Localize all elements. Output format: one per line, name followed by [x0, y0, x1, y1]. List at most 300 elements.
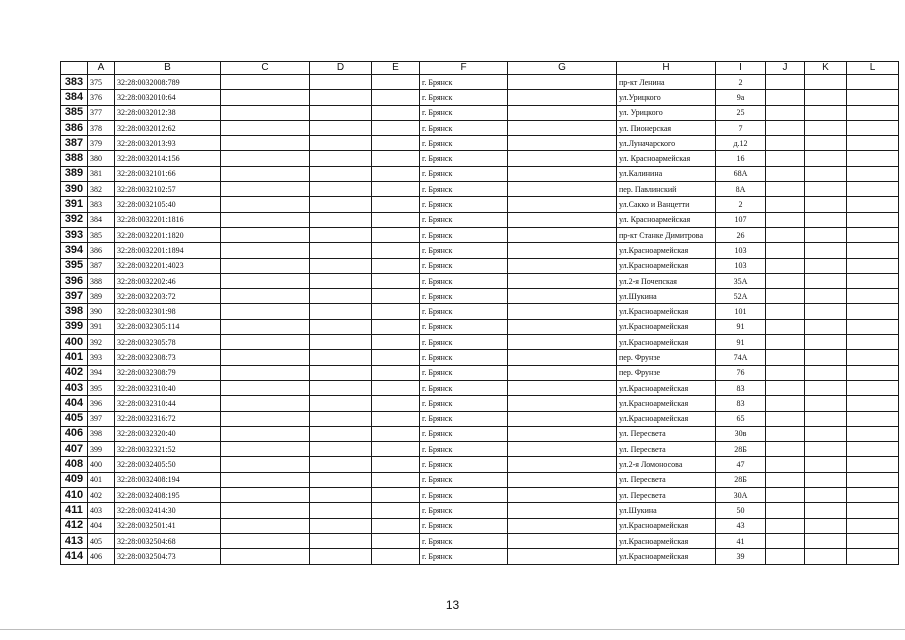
row-number[interactable]: 402 [61, 365, 88, 380]
cell-street[interactable]: ул.Красноармейская [617, 549, 716, 564]
cell-l[interactable] [847, 380, 899, 395]
cell-c[interactable] [221, 518, 310, 533]
cell-k[interactable] [805, 411, 847, 426]
row-number[interactable]: 405 [61, 411, 88, 426]
cell-g[interactable] [508, 426, 617, 441]
cell-a[interactable]: 393 [88, 350, 115, 365]
cell-a[interactable]: 389 [88, 289, 115, 304]
cell-city[interactable]: г. Брянск [420, 335, 508, 350]
cell-a[interactable]: 395 [88, 380, 115, 395]
cell-l[interactable] [847, 518, 899, 533]
cell-street[interactable]: ул. Урицкого [617, 105, 716, 120]
cell-cadastral-number[interactable]: 32:28:0032320:40 [115, 426, 221, 441]
cell-j[interactable] [766, 182, 805, 197]
cell-c[interactable] [221, 136, 310, 151]
cell-a[interactable]: 402 [88, 488, 115, 503]
cell-j[interactable] [766, 472, 805, 487]
cell-street[interactable]: ул. Красноармейская [617, 151, 716, 166]
cell-e[interactable] [372, 380, 420, 395]
cell-e[interactable] [372, 518, 420, 533]
cell-d[interactable] [310, 457, 372, 472]
row-number[interactable]: 394 [61, 243, 88, 258]
cell-street[interactable]: ул. Пионерская [617, 120, 716, 135]
cell-city[interactable]: г. Брянск [420, 273, 508, 288]
cell-house-number[interactable]: 16 [716, 151, 766, 166]
cell-cadastral-number[interactable]: 32:28:0032408:194 [115, 472, 221, 487]
cell-d[interactable] [310, 380, 372, 395]
cell-cadastral-number[interactable]: 32:28:0032101:66 [115, 166, 221, 181]
row-number[interactable]: 387 [61, 136, 88, 151]
cell-a[interactable]: 401 [88, 472, 115, 487]
cell-street[interactable]: ул.Луначарского [617, 136, 716, 151]
cell-house-number[interactable]: 91 [716, 319, 766, 334]
cell-city[interactable]: г. Брянск [420, 472, 508, 487]
cell-j[interactable] [766, 90, 805, 105]
cell-street[interactable]: пр-кт Станке Димитрова [617, 227, 716, 242]
cell-street[interactable]: ул.2-я Ломоносова [617, 457, 716, 472]
cell-g[interactable] [508, 396, 617, 411]
cell-d[interactable] [310, 411, 372, 426]
cell-k[interactable] [805, 166, 847, 181]
cell-j[interactable] [766, 380, 805, 395]
cell-g[interactable] [508, 319, 617, 334]
cell-d[interactable] [310, 105, 372, 120]
row-number[interactable]: 404 [61, 396, 88, 411]
cell-j[interactable] [766, 151, 805, 166]
cell-l[interactable] [847, 350, 899, 365]
cell-d[interactable] [310, 120, 372, 135]
cell-j[interactable] [766, 273, 805, 288]
cell-cadastral-number[interactable]: 32:28:0032008:789 [115, 75, 221, 90]
cell-house-number[interactable]: 9а [716, 90, 766, 105]
cell-l[interactable] [847, 243, 899, 258]
row-number[interactable]: 386 [61, 120, 88, 135]
cell-d[interactable] [310, 258, 372, 273]
cell-g[interactable] [508, 120, 617, 135]
cell-l[interactable] [847, 549, 899, 564]
cell-g[interactable] [508, 105, 617, 120]
cell-g[interactable] [508, 503, 617, 518]
row-number[interactable]: 412 [61, 518, 88, 533]
cell-e[interactable] [372, 212, 420, 227]
cell-c[interactable] [221, 426, 310, 441]
row-number[interactable]: 399 [61, 319, 88, 334]
cell-a[interactable]: 391 [88, 319, 115, 334]
cell-city[interactable]: г. Брянск [420, 350, 508, 365]
cell-k[interactable] [805, 212, 847, 227]
cell-a[interactable]: 380 [88, 151, 115, 166]
cell-city[interactable]: г. Брянск [420, 90, 508, 105]
cell-a[interactable]: 396 [88, 396, 115, 411]
cell-j[interactable] [766, 243, 805, 258]
cell-k[interactable] [805, 304, 847, 319]
cell-street[interactable]: ул.Красноармейская [617, 411, 716, 426]
cell-city[interactable]: г. Брянск [420, 151, 508, 166]
cell-a[interactable]: 394 [88, 365, 115, 380]
cell-d[interactable] [310, 426, 372, 441]
cell-street[interactable]: ул.Красноармейская [617, 533, 716, 548]
cell-g[interactable] [508, 289, 617, 304]
cell-a[interactable]: 392 [88, 335, 115, 350]
cell-e[interactable] [372, 227, 420, 242]
cell-g[interactable] [508, 90, 617, 105]
cell-k[interactable] [805, 503, 847, 518]
cell-j[interactable] [766, 488, 805, 503]
cell-e[interactable] [372, 365, 420, 380]
cell-c[interactable] [221, 75, 310, 90]
cell-city[interactable]: г. Брянск [420, 166, 508, 181]
cell-street[interactable]: ул.Красноармейская [617, 319, 716, 334]
cell-k[interactable] [805, 549, 847, 564]
cell-house-number[interactable]: 28Б [716, 442, 766, 457]
row-number[interactable]: 400 [61, 335, 88, 350]
cell-j[interactable] [766, 166, 805, 181]
cell-d[interactable] [310, 503, 372, 518]
cell-l[interactable] [847, 289, 899, 304]
cell-d[interactable] [310, 319, 372, 334]
cell-e[interactable] [372, 289, 420, 304]
cell-house-number[interactable]: 103 [716, 258, 766, 273]
cell-l[interactable] [847, 365, 899, 380]
cell-k[interactable] [805, 120, 847, 135]
cell-e[interactable] [372, 105, 420, 120]
cell-l[interactable] [847, 335, 899, 350]
cell-k[interactable] [805, 289, 847, 304]
cell-city[interactable]: г. Брянск [420, 380, 508, 395]
cell-c[interactable] [221, 396, 310, 411]
cell-j[interactable] [766, 304, 805, 319]
cell-j[interactable] [766, 105, 805, 120]
cell-k[interactable] [805, 380, 847, 395]
row-number[interactable]: 409 [61, 472, 88, 487]
cell-a[interactable]: 388 [88, 273, 115, 288]
cell-c[interactable] [221, 365, 310, 380]
cell-c[interactable] [221, 304, 310, 319]
row-number[interactable]: 397 [61, 289, 88, 304]
cell-city[interactable]: г. Брянск [420, 212, 508, 227]
cell-street[interactable]: ул.Сакко и Ванцетти [617, 197, 716, 212]
cell-city[interactable]: г. Брянск [420, 197, 508, 212]
cell-c[interactable] [221, 273, 310, 288]
cell-cadastral-number[interactable]: 32:28:0032308:73 [115, 350, 221, 365]
cell-a[interactable]: 387 [88, 258, 115, 273]
cell-d[interactable] [310, 442, 372, 457]
cell-e[interactable] [372, 166, 420, 181]
cell-c[interactable] [221, 105, 310, 120]
cell-street[interactable]: ул. Пересвета [617, 442, 716, 457]
cell-street[interactable]: пер. Павлинский [617, 182, 716, 197]
cell-k[interactable] [805, 365, 847, 380]
cell-g[interactable] [508, 304, 617, 319]
cell-c[interactable] [221, 166, 310, 181]
cell-d[interactable] [310, 243, 372, 258]
cell-k[interactable] [805, 426, 847, 441]
cell-c[interactable] [221, 457, 310, 472]
cell-city[interactable]: г. Брянск [420, 227, 508, 242]
cell-d[interactable] [310, 396, 372, 411]
cell-e[interactable] [372, 335, 420, 350]
cell-a[interactable]: 383 [88, 197, 115, 212]
cell-d[interactable] [310, 335, 372, 350]
cell-house-number[interactable]: 107 [716, 212, 766, 227]
cell-c[interactable] [221, 197, 310, 212]
cell-house-number[interactable]: 91 [716, 335, 766, 350]
cell-street[interactable]: ул. Красноармейская [617, 212, 716, 227]
cell-d[interactable] [310, 90, 372, 105]
cell-c[interactable] [221, 319, 310, 334]
cell-c[interactable] [221, 350, 310, 365]
cell-k[interactable] [805, 243, 847, 258]
row-number[interactable]: 396 [61, 273, 88, 288]
row-number[interactable]: 414 [61, 549, 88, 564]
cell-e[interactable] [372, 90, 420, 105]
cell-house-number[interactable]: 35А [716, 273, 766, 288]
cell-city[interactable]: г. Брянск [420, 105, 508, 120]
cell-g[interactable] [508, 350, 617, 365]
cell-c[interactable] [221, 488, 310, 503]
cell-street[interactable]: ул.2-я Почепская [617, 273, 716, 288]
cell-l[interactable] [847, 105, 899, 120]
cell-l[interactable] [847, 472, 899, 487]
cell-street[interactable]: пер. Фрунзе [617, 365, 716, 380]
cell-street[interactable]: ул.Красноармейская [617, 396, 716, 411]
cell-g[interactable] [508, 182, 617, 197]
cell-k[interactable] [805, 472, 847, 487]
cell-e[interactable] [372, 472, 420, 487]
cell-e[interactable] [372, 182, 420, 197]
cell-d[interactable] [310, 227, 372, 242]
cell-cadastral-number[interactable]: 32:28:0032321:52 [115, 442, 221, 457]
row-number[interactable]: 403 [61, 380, 88, 395]
cell-l[interactable] [847, 182, 899, 197]
cell-d[interactable] [310, 212, 372, 227]
cell-cadastral-number[interactable]: 32:28:0032316:72 [115, 411, 221, 426]
cell-house-number[interactable]: 8А [716, 182, 766, 197]
cell-d[interactable] [310, 549, 372, 564]
cell-e[interactable] [372, 396, 420, 411]
cell-c[interactable] [221, 335, 310, 350]
cell-c[interactable] [221, 258, 310, 273]
cell-cadastral-number[interactable]: 32:28:0032012:62 [115, 120, 221, 135]
cell-l[interactable] [847, 90, 899, 105]
cell-a[interactable]: 399 [88, 442, 115, 457]
cell-k[interactable] [805, 258, 847, 273]
cell-k[interactable] [805, 273, 847, 288]
cell-l[interactable] [847, 488, 899, 503]
cell-j[interactable] [766, 518, 805, 533]
cell-d[interactable] [310, 273, 372, 288]
cell-a[interactable]: 404 [88, 518, 115, 533]
cell-g[interactable] [508, 273, 617, 288]
cell-j[interactable] [766, 227, 805, 242]
cell-city[interactable]: г. Брянск [420, 518, 508, 533]
cell-e[interactable] [372, 488, 420, 503]
cell-cadastral-number[interactable]: 32:28:0032504:73 [115, 549, 221, 564]
cell-a[interactable]: 375 [88, 75, 115, 90]
cell-d[interactable] [310, 304, 372, 319]
cell-k[interactable] [805, 457, 847, 472]
cell-cadastral-number[interactable]: 32:28:0032305:78 [115, 335, 221, 350]
cell-k[interactable] [805, 136, 847, 151]
cell-street[interactable]: ул. Пересвета [617, 488, 716, 503]
cell-e[interactable] [372, 151, 420, 166]
cell-cadastral-number[interactable]: 32:28:0032105:40 [115, 197, 221, 212]
cell-d[interactable] [310, 350, 372, 365]
cell-g[interactable] [508, 258, 617, 273]
cell-e[interactable] [372, 411, 420, 426]
cell-j[interactable] [766, 212, 805, 227]
cell-c[interactable] [221, 411, 310, 426]
cell-city[interactable]: г. Брянск [420, 503, 508, 518]
cell-j[interactable] [766, 442, 805, 457]
cell-g[interactable] [508, 197, 617, 212]
cell-a[interactable]: 400 [88, 457, 115, 472]
cell-city[interactable]: г. Брянск [420, 304, 508, 319]
cell-a[interactable]: 386 [88, 243, 115, 258]
cell-l[interactable] [847, 533, 899, 548]
row-number[interactable]: 388 [61, 151, 88, 166]
row-number[interactable]: 383 [61, 75, 88, 90]
cell-cadastral-number[interactable]: 32:28:0032305:114 [115, 319, 221, 334]
cell-j[interactable] [766, 289, 805, 304]
cell-l[interactable] [847, 442, 899, 457]
cell-g[interactable] [508, 380, 617, 395]
cell-street[interactable]: ул.Красноармейская [617, 380, 716, 395]
cell-city[interactable]: г. Брянск [420, 258, 508, 273]
cell-e[interactable] [372, 304, 420, 319]
cell-cadastral-number[interactable]: 32:28:0032010:64 [115, 90, 221, 105]
cell-house-number[interactable]: д.12 [716, 136, 766, 151]
cell-l[interactable] [847, 136, 899, 151]
cell-j[interactable] [766, 365, 805, 380]
cell-l[interactable] [847, 227, 899, 242]
cell-g[interactable] [508, 75, 617, 90]
cell-d[interactable] [310, 75, 372, 90]
cell-house-number[interactable]: 76 [716, 365, 766, 380]
cell-e[interactable] [372, 120, 420, 135]
cell-g[interactable] [508, 227, 617, 242]
cell-j[interactable] [766, 120, 805, 135]
cell-cadastral-number[interactable]: 32:28:0032301:98 [115, 304, 221, 319]
cell-house-number[interactable]: 30в [716, 426, 766, 441]
cell-d[interactable] [310, 136, 372, 151]
cell-city[interactable]: г. Брянск [420, 533, 508, 548]
cell-d[interactable] [310, 166, 372, 181]
cell-street[interactable]: пр-кт Ленина [617, 75, 716, 90]
cell-street[interactable]: ул.Красноармейская [617, 258, 716, 273]
cell-city[interactable]: г. Брянск [420, 136, 508, 151]
cell-a[interactable]: 379 [88, 136, 115, 151]
cell-g[interactable] [508, 457, 617, 472]
cell-c[interactable] [221, 182, 310, 197]
cell-city[interactable]: г. Брянск [420, 75, 508, 90]
cell-a[interactable]: 397 [88, 411, 115, 426]
cell-e[interactable] [372, 533, 420, 548]
cell-cadastral-number[interactable]: 32:28:0032408:195 [115, 488, 221, 503]
cell-a[interactable]: 403 [88, 503, 115, 518]
cell-c[interactable] [221, 120, 310, 135]
cell-house-number[interactable]: 65 [716, 411, 766, 426]
cell-k[interactable] [805, 442, 847, 457]
cell-house-number[interactable]: 2 [716, 197, 766, 212]
row-number[interactable]: 392 [61, 212, 88, 227]
cell-g[interactable] [508, 166, 617, 181]
cell-e[interactable] [372, 75, 420, 90]
cell-street[interactable]: ул.Красноармейская [617, 304, 716, 319]
cell-k[interactable] [805, 75, 847, 90]
cell-l[interactable] [847, 426, 899, 441]
cell-l[interactable] [847, 151, 899, 166]
cell-c[interactable] [221, 90, 310, 105]
cell-l[interactable] [847, 212, 899, 227]
cell-street[interactable]: ул.Шукина [617, 289, 716, 304]
cell-l[interactable] [847, 411, 899, 426]
cell-city[interactable]: г. Брянск [420, 243, 508, 258]
row-number[interactable]: 395 [61, 258, 88, 273]
cell-d[interactable] [310, 472, 372, 487]
cell-j[interactable] [766, 396, 805, 411]
cell-a[interactable]: 376 [88, 90, 115, 105]
cell-house-number[interactable]: 47 [716, 457, 766, 472]
cell-j[interactable] [766, 426, 805, 441]
cell-k[interactable] [805, 319, 847, 334]
cell-city[interactable]: г. Брянск [420, 442, 508, 457]
cell-k[interactable] [805, 105, 847, 120]
cell-house-number[interactable]: 101 [716, 304, 766, 319]
cell-j[interactable] [766, 549, 805, 564]
cell-d[interactable] [310, 151, 372, 166]
cell-c[interactable] [221, 380, 310, 395]
row-number[interactable]: 406 [61, 426, 88, 441]
cell-g[interactable] [508, 442, 617, 457]
cell-house-number[interactable]: 68А [716, 166, 766, 181]
cell-city[interactable]: г. Брянск [420, 120, 508, 135]
cell-city[interactable]: г. Брянск [420, 549, 508, 564]
cell-e[interactable] [372, 197, 420, 212]
row-number[interactable]: 408 [61, 457, 88, 472]
row-number[interactable]: 389 [61, 166, 88, 181]
cell-house-number[interactable]: 83 [716, 380, 766, 395]
cell-street[interactable]: пер. Фрунзе [617, 350, 716, 365]
cell-cadastral-number[interactable]: 32:28:0032504:68 [115, 533, 221, 548]
cell-g[interactable] [508, 212, 617, 227]
cell-j[interactable] [766, 75, 805, 90]
cell-g[interactable] [508, 472, 617, 487]
cell-g[interactable] [508, 488, 617, 503]
cell-house-number[interactable]: 26 [716, 227, 766, 242]
cell-l[interactable] [847, 120, 899, 135]
cell-a[interactable]: 406 [88, 549, 115, 564]
cell-city[interactable]: г. Брянск [420, 457, 508, 472]
cell-city[interactable]: г. Брянск [420, 488, 508, 503]
cell-e[interactable] [372, 442, 420, 457]
cell-house-number[interactable]: 2 [716, 75, 766, 90]
cell-house-number[interactable]: 39 [716, 549, 766, 564]
cell-house-number[interactable]: 83 [716, 396, 766, 411]
row-number[interactable]: 407 [61, 442, 88, 457]
row-number[interactable]: 393 [61, 227, 88, 242]
cell-cadastral-number[interactable]: 32:28:0032203:72 [115, 289, 221, 304]
row-number[interactable]: 413 [61, 533, 88, 548]
cell-street[interactable]: ул. Пересвета [617, 472, 716, 487]
cell-l[interactable] [847, 457, 899, 472]
cell-k[interactable] [805, 197, 847, 212]
cell-city[interactable]: г. Брянск [420, 319, 508, 334]
row-number[interactable]: 390 [61, 182, 88, 197]
cell-street[interactable]: ул. Пересвета [617, 426, 716, 441]
cell-a[interactable]: 384 [88, 212, 115, 227]
cell-e[interactable] [372, 426, 420, 441]
